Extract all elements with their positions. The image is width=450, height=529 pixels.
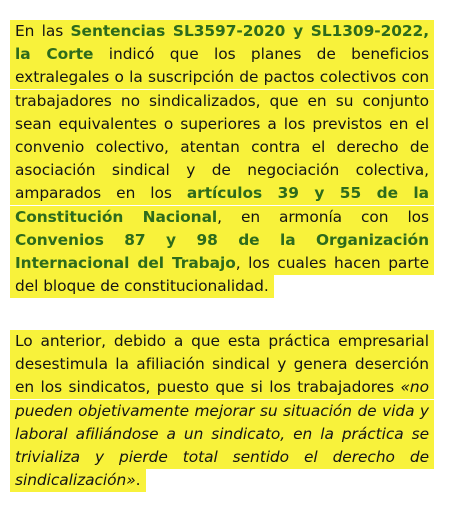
quotation: «no pueden objetivamente mejorar su situación de vida y laboral afiliándose a un sindicato, en la práctica se trivializa y pierde total sentido el derecho de sindicalización» — [15, 378, 429, 490]
paragraph-practica — [10, 330, 434, 492]
text-run: , los cuales hacen parte del bloque de constitucionalidad. — [15, 254, 429, 296]
citation-convenios: Convenios 87 y 98 de la Organización Internacional del Trabajo — [15, 230, 429, 273]
paragraph-sentencias — [10, 20, 434, 298]
text-run: En las — [15, 22, 71, 40]
highlighted-text — [10, 330, 434, 492]
text-run: . — [135, 471, 141, 490]
text-run: , en armonía con los — [217, 207, 430, 226]
text-run: Lo anterior, debido a que esta práctica empresarial desestimula la afiliación sindical y genera deserción en los sindicatos, puesto que si los trabajadores — [15, 332, 429, 397]
citation-sentencias: Sentencias SL3597-2020 y SL1309-2022, la Corte — [15, 22, 429, 64]
citation-articulos: artículos 39 y 55 de la Constitución Nacional — [15, 184, 429, 226]
text-run: indicó que los planes de beneficios extralegales o la suscripción de pactos colectivos con trabajadores no sindicalizados, que en su conjunto sean equivalentes o superiores a los previstos en el convenio colectivo, atentan contra el derecho de asociación sindical y de negociación colectiva, amparados en los — [15, 45, 430, 203]
highlighted-text — [10, 20, 434, 298]
